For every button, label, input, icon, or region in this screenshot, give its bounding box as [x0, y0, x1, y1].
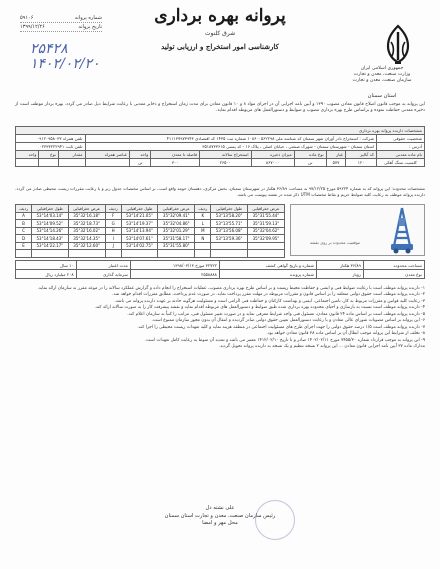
column-header: واحد	[130, 151, 151, 159]
column-header: نوع	[39, 151, 58, 159]
table-cell: 35°31'58.17"	[158, 235, 195, 243]
table-cell: J	[105, 242, 121, 250]
table-cell: ۳۰۰	[151, 159, 200, 167]
holder-phone: تلفن ثابت ۰۲۳۳۳۲۲۲۹۴۱	[16, 143, 86, 151]
table-cell: 35°32'04.86"	[158, 220, 195, 228]
table-cell: C	[16, 227, 32, 235]
province-label: استان سمنان	[367, 93, 397, 99]
table-cell: 53°14'03.14"	[32, 212, 68, 220]
ministry-block	[332, 66, 432, 85]
table-cell: 53°14'21.05"	[121, 212, 157, 220]
ministry-line: جمهوری اسلامی ایران	[360, 66, 404, 71]
handwritten-annotation	[30, 42, 120, 72]
address-value: استان سمنان - شهرستان سمنان - شهرک صنعتی ، خیابان اصلی ، پلاک ۱۶ - کد پستی ۳۵۱۸۷۳۳۶۱۵	[85, 143, 377, 151]
table-cell: 53°14'02.75"	[121, 242, 157, 250]
intro-paragraph: این پروانه به موجب قانون اصلاح قانون معادن مصوب ۱۳۹۰ و آیین نامه اجرایی آن در اجرای مواد ۸ و ۱۰ قانون معادن برای مدت زمان استخراج و ذخایر معدنی با رعایت شرایط ذیل صادر می گردد. بهره بردار موظف است از ذخیره معدنی حفاظت نموده و براساس طرح بهره برداری مصوب و ضوابط و دستورالعمل های مربوطه اقدام نماید.	[15, 102, 425, 113]
column-header: نام ماده معدنی	[377, 151, 425, 159]
table-cell: ۸۶۷۰۰۰	[251, 159, 294, 167]
table-cell: ۲۶۵۰۰	[200, 159, 251, 167]
table-cell: N	[195, 235, 211, 243]
page-subtitle: کارشناسی امور استخراج و ارزیابی تولید	[161, 42, 279, 51]
obligation-item: مدارک ماده ۳۷ آیین نامه اجرایی قانون معادن ... این پروانه ۲ نسخه تنظیم و یک نسخه به دارنده پروانه تحویل گردید.	[218, 344, 425, 350]
table-cell: 53°14'14.26"	[32, 227, 68, 235]
signatory-title: رئیس سازمان صنعت، معدن و تجارت استان سمنان	[164, 512, 276, 519]
column-header: طول جغرافیایی	[211, 205, 247, 213]
table-cell	[195, 242, 211, 250]
table-row	[16, 235, 285, 243]
column-header: عرض جغرافیایی	[68, 205, 105, 213]
table-cell: D	[16, 235, 32, 243]
table-cell	[16, 159, 39, 167]
column-header: طول جغرافیایی	[121, 205, 157, 213]
column-header: طول جغرافیایی	[32, 205, 68, 213]
handwritten-date: ۱۴۰۲/۰۲/۲۰	[30, 56, 100, 72]
table-row	[16, 127, 425, 135]
table-cell: 35°31'55.44"	[247, 212, 284, 220]
table-cell: 53°13'55.71"	[211, 220, 247, 228]
meta-value: ۱۳۹۹/۱۲/۲۶	[20, 24, 45, 30]
obligations-section	[15, 286, 425, 351]
ministry-line: سازمان صنعت، معدن و تجارت	[352, 78, 412, 84]
table-row	[16, 205, 285, 213]
table-cell: 53°14'18.43"	[32, 235, 68, 243]
column-header: عرض جغرافیایی	[247, 205, 284, 213]
column-header: عرض جغرافیایی	[158, 205, 195, 213]
table-cell: 53°14'09.52"	[32, 220, 68, 228]
table-row	[16, 159, 425, 167]
table-cell	[85, 159, 130, 167]
page-title: پروانه بهره برداری	[154, 6, 286, 26]
table-cell: E	[16, 242, 32, 250]
table-cell: B	[16, 220, 32, 228]
meta-row	[20, 14, 102, 23]
map-caption: موقعیت محدوده بر روی نقشه	[309, 240, 361, 245]
table-cell	[121, 250, 157, 258]
table-cell: ۱۲۰	[346, 159, 377, 167]
ministry-line: وزارت صنعت، معدن و تجارت	[353, 72, 411, 78]
table-cell: H	[105, 227, 121, 235]
table-cell: 35°32'16.18"	[68, 212, 105, 220]
table-cell: G	[105, 220, 121, 228]
column-header: فاصله تا معدن	[151, 151, 200, 159]
table-row	[16, 151, 425, 159]
holder-info-table	[15, 126, 425, 167]
area-description: مشخصات محدوده: این پروانه که به شماره ۵۹۲۲۴ مورخ ۹۷/۱۲/۲۵ به مساحت ۳۶/۸۹ هکتار در شهرستان سمنان، بخش مرکزی، دهستان حومه واقع است، بر اساس مختصات جدول زیر و با رعایت مقررات زیست محیطی صادر می گردد. دارنده پروانه موظف به رعایت کلیه ضوابط حریم و نقاط مختصات UTM ذکر شده در نقشه پیوست می باشد.	[15, 186, 425, 197]
table-row	[16, 135, 425, 143]
table-cell: L	[195, 220, 211, 228]
table-cell: 53°14'19.37"	[121, 220, 157, 228]
table-row	[16, 220, 285, 228]
table-cell: 53°14'13.94"	[121, 227, 157, 235]
table-cell: F	[105, 212, 121, 220]
table-cell: 35°31'59.13"	[247, 220, 284, 228]
table-cell	[211, 250, 247, 258]
coordinates-table	[15, 204, 285, 258]
coordinates-body	[16, 212, 285, 257]
table-cell	[68, 250, 105, 258]
table-cell	[16, 250, 32, 258]
table-cell: 35°31'55.80"	[158, 242, 195, 250]
iran-emblem-icon	[378, 22, 418, 66]
column-header: استخراج سالانه	[200, 151, 251, 159]
table-cell: 53°13'58.20"	[211, 212, 247, 220]
license-details-table	[15, 260, 425, 279]
table-cell: 35°32'09.95"	[247, 235, 284, 243]
table-cell: 35°32'14.35"	[68, 235, 105, 243]
table-cell	[211, 242, 247, 250]
table-cell: K	[195, 212, 211, 220]
table-cell	[158, 250, 195, 258]
meta-label: شماره پروانه	[74, 15, 102, 21]
table-cell: 35°32'01.29"	[158, 227, 195, 235]
table-cell	[247, 242, 284, 250]
table-cell	[39, 159, 58, 167]
obligation-item: ۲- دارنده پروانه موظف است حقوق دولتی متعلقه را بر اساس قانون و مقررات مربوطه در مهلت مقرر پرداخت نماید. در صورت عدم پرداخت، مطابق مقررات اقدام خواهد شد.	[112, 292, 425, 298]
table-cell: I	[105, 235, 121, 243]
column-header: عناصر همراه	[85, 151, 130, 159]
table-cell: ۵۷۷	[326, 159, 346, 167]
table-cell: 53°13'59.36"	[211, 235, 247, 243]
table-cell: M	[195, 227, 211, 235]
column-header: ردیف	[195, 205, 211, 213]
license-meta	[20, 14, 102, 32]
holder-type-value: شرکت : استخراج نادر آوران شهر سمنان کد شناسه ملی ۱۰۸۶۰۰۵۶۲۲۹۸ شماره ثبت ۱۴۳۵ کد اقتصادی ۴۱۱۱۳۷۹۷۳۹۴۳	[85, 135, 377, 143]
table-cell: A	[16, 212, 32, 220]
detail-value: روباز	[316, 270, 363, 279]
column-header: ردیف	[105, 205, 121, 213]
obligation-item: ۶- این پروانه بر اساس مصوبات شورای عالی معادن و با رعایت دستورالعمل تعیین حقوق دولتی صادر گردیده و انتقال آن بدون مجوز سازمان ممنوع است.	[151, 318, 425, 324]
handwritten-number: ۲۵۴۲۸	[30, 41, 68, 57]
obligation-item: ۱- دارنده پروانه موظف است با رعایت ضوابط فنی و ایمنی و حفاظت محیط زیست و بر اساس طرح بهره برداری مصوب، عملیات استخراج را انجام داده و گزارش عملکرد سالانه را در موعد مقرر به سازمان ارائه نماید.	[37, 286, 425, 291]
table-cell: 53°14'07.61"	[121, 235, 157, 243]
detail-label: مساحت محدوده	[363, 261, 424, 270]
signature-note: محل مهر و امضا	[202, 520, 238, 526]
obligation-item: ۴- دارنده پروانه موظف است نسبت به بازسازی و احیای محدوده بهره برداری شده طبق ضوابط و دستورالعمل های مربوطه اقدام نماید و نقشه پیشرفت کار را به صورت سالانه ارائه کند.	[94, 305, 425, 311]
column-header: ردیف	[16, 205, 32, 213]
table-cell: 35°32'04.62"	[247, 227, 284, 235]
company-line: شرق کلنوت	[204, 30, 236, 37]
holder-type-label: شخصیت حقوقی	[377, 135, 425, 143]
detail-label: نوع معدن	[363, 270, 424, 279]
obligation-item: ۵- دارنده پروانه موظف است بر اساس ماده ۲۴ قانون معادن، مسئول فنی واجد شرایط معرفی نماید و در صورت تغییر مسئول فنی، مراتب را کتباً به سازمان اعلام کند.	[127, 311, 425, 317]
table-row	[16, 143, 425, 151]
table-cell	[32, 250, 68, 258]
holder-mobile: تلفن همراه ۰۹۱۲۰۹۵۸۰۳۳	[16, 135, 86, 143]
column-header: نوع ماده	[294, 151, 326, 159]
obligation-item: ۸- تخلف از شرایط این پروانه موجب ابطال آن بر اساس ماده ۳۸ قانون معادن خواهد بود.	[266, 331, 425, 337]
meta-label: تاریخ پروانه	[78, 24, 102, 30]
signature-block	[120, 505, 320, 528]
table-cell: 53°13'56.08"	[211, 227, 247, 235]
table-row	[16, 242, 285, 250]
detail-value: ۱۰ سال	[16, 261, 77, 270]
table-cell: 35°32'12.60"	[68, 242, 105, 250]
table-cell	[105, 250, 121, 258]
detail-value: ۲۵۵۸۸۸۸	[130, 270, 219, 279]
column-header: مقدار	[58, 151, 85, 159]
table-cell: 35°32'16.02"	[68, 227, 105, 235]
table-cell: 35°32'18.73"	[68, 220, 105, 228]
column-header: عیار	[326, 151, 346, 159]
detail-value: ۳۲۷۲۲ مورخ ۱۳۹۸/۰۳/۱۳	[130, 261, 219, 270]
table-row	[16, 212, 285, 220]
detail-label: مدت اعتبار	[76, 261, 130, 270]
table-cell: تن	[130, 159, 151, 167]
detail-label: شماره و تاریخ گواهی کشف	[219, 261, 316, 270]
table-row	[16, 261, 425, 270]
table-header: مشخصات دارنده پروانه بهره برداری	[16, 127, 425, 135]
obligation-item: ۹- این پروانه به موجب قرارداد شماره ۷۴۵۵/۳۰ مورخ ۱۴۰۲/۰۲/۱۱ صادر و تا تاریخ ۱۴۱۲/۰۲/۱۰ معتبر می باشد و تمدید آن منوط به رعایت کامل تعهدات است.	[144, 337, 425, 343]
meta-value: ۵۹۱۰۶	[20, 15, 34, 21]
detail-label: شماره پرونده	[219, 270, 316, 279]
table-cell: 53°14'22.17"	[32, 242, 68, 250]
drilling-rig-icon	[387, 206, 417, 254]
table-row	[16, 270, 425, 279]
obligation-item: ۳- رعایت کلیه قوانین و مقررات مربوط به کار، تامین اجتماعی، ایمنی و بهداشت کارکنان و حفاظت فنی الزامی است و مسئولیت هرگونه حادثه بر عهده دارنده پروانه می باشد.	[114, 298, 425, 304]
meta-row	[20, 23, 102, 32]
table-cell: تن	[294, 159, 326, 167]
address-label: آدرس :	[377, 143, 425, 151]
signatory-name: علی نشته دل	[205, 505, 235, 511]
column-header: کد آنالیز	[346, 151, 377, 159]
table-cell	[195, 250, 211, 258]
detail-value: ۲۰۸ میلیارد ریال	[16, 270, 77, 279]
table-cell	[58, 159, 85, 167]
column-header: واحد	[16, 151, 39, 159]
table-row	[16, 227, 285, 235]
table-row	[16, 250, 285, 258]
table-cell: کلسیت سنگ آهکی	[377, 159, 425, 167]
obligation-item: ۷- دارنده پروانه موظف است ۱/۵ درصد حقوق دولتی را جهت اجرای طرح های مسئولیت اجتماعی در منطقه هزینه نماید و کلیه تعهدات زیست محیطی را اجرا کند.	[137, 324, 425, 330]
table-cell	[247, 250, 284, 258]
detail-label: سرمایه گذاری	[76, 270, 130, 279]
column-header: میزان ذخیره	[251, 151, 294, 159]
detail-value: ۳۶/۸۹ هکتار	[316, 261, 363, 270]
table-cell: 35°32'09.41"	[158, 212, 195, 220]
